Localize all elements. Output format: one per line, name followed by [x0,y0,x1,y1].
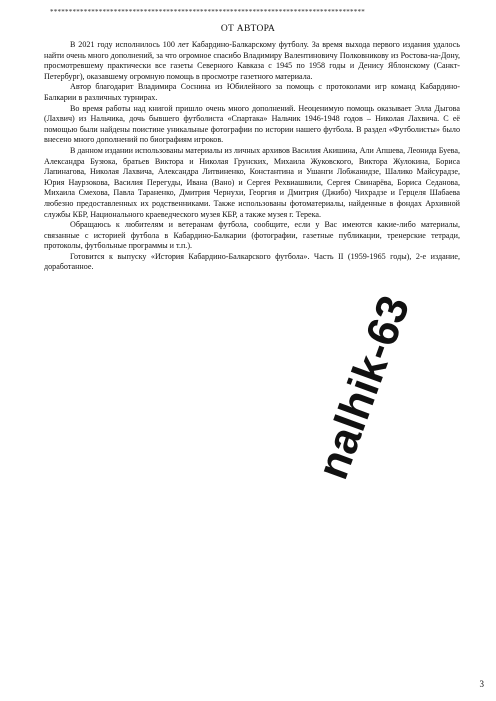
page-title: ОТ АВТОРА [220,24,276,34]
star-separator: ************************************************************************************ [50,8,365,16]
paragraph-1: В 2021 году исполнилось 100 лет Кабардино-Балкарскому футболу. За время выхода первого издания удалось найти очень много дополнений, за что огромное спасибо Владимиру Валентиновичу Полковникову из Ростова-на-Дону, просмотревшему практически все газеты Северного Кавказа с 1945 по 1958 годы и Денису Яблонскому (Санкт-Петербург), оказавшему огромную помощь в просмотре газетного материала. [44,40,460,81]
paragraph-4: В данном издании использованы материалы из личных архивов Василия Акишина, Али Апшева, Леонида Буева, Александра Бузюка, братьев Виктора и Николая Грунских, Михаила Жуковского, Виктора Жулокина, Бориса Лапинагова, Николая Лахвича, Александра Литвиненко, Константина и Ушанги Лобжанидзе, Шалико Майсурадзе, Юрия Наурзокова, Василия Перегуды, Ивана (Вано) и Сергея Рехвиашвили, Сергея Свинарёва, Бориса Седанова, Михаила Смехова, Павла Тараненко, Дмитрия Чернухи, Георгия и Дмитрия (Джибо) Чихрадзе и Герцеля Шабаева любезно предоставленных их родственниками. Также использованы фотоматериалы, найденные в фондах Архивной службы КБР, Национального краеведческого музея КБР, а также музея г. Терека. [44,145,460,219]
page-number: 3 [479,679,484,689]
paragraph-5: Обращаюсь к любителям и ветеранам футбола, сообщите, если у Вас имеются какие-либо материалы, связанные с историей футбола в Кабардино-Балкарии (фотографии, газетные публикации, тренерские тетради, протоколы, футбольные программы и т.п.). [44,220,460,251]
paragraph-2: Автор благодарит Владимира Соснина из Юбилейного за помощь с протоколами игр команд Кабардино-Балкарии в различных турнирах. [44,82,460,102]
watermark [300,282,496,538]
body-text [44,40,460,273]
watermark-graphic [300,254,435,491]
paragraph-6: Готовится к выпуску «История Кабардино-Балкарского футбола». Часть II (1959-1965 годы), 2-е издание, доработанное. [44,251,460,272]
watermark-text: nalhik-63 [307,289,420,486]
paragraph-3: Во время работы над книгой пришло очень много дополнений. Неоценимую помощь оказывает Элла Дыгова (Лахвич) из Нальчика, дочь бывшего футболиста «Спартака» Нальчик 1946-1948 годов – Николая Лахвича. С её помощью были найдены поистине уникальные фотографии по истории нашего футбола. В раздел «Футболисты» было внесено много дополнений по биографиям игроков. [44,103,460,145]
